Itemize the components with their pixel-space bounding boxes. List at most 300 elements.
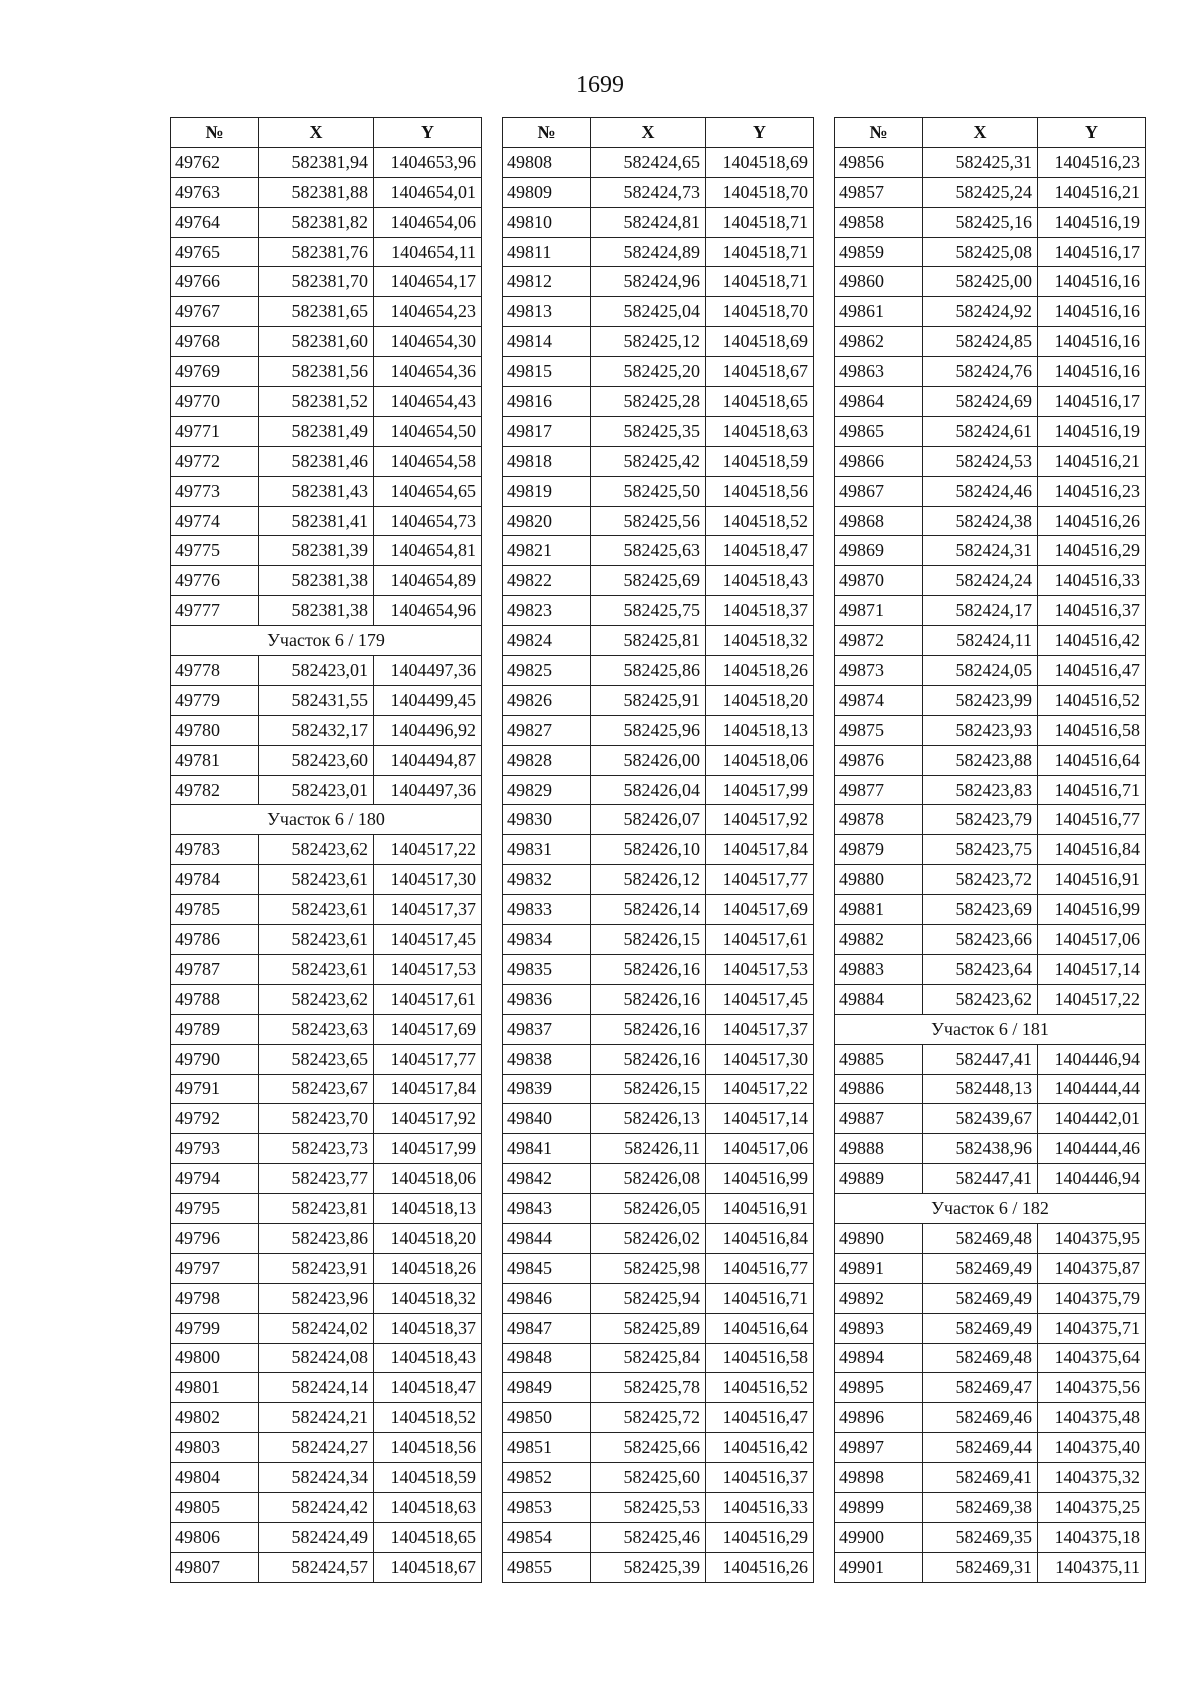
point-number: 49879 — [835, 835, 923, 865]
table-row — [503, 1403, 814, 1433]
point-number: 49888 — [835, 1134, 923, 1164]
x-coordinate: 582381,52 — [259, 387, 374, 417]
y-coordinate: 1404516,52 — [1038, 685, 1146, 715]
point-number: 49802 — [171, 1403, 259, 1433]
point-number: 49889 — [835, 1164, 923, 1194]
point-number: 49768 — [171, 327, 259, 357]
x-coordinate: 582426,10 — [591, 835, 706, 865]
point-number: 49810 — [503, 207, 591, 237]
point-number: 49859 — [835, 237, 923, 267]
x-coordinate: 582423,61 — [259, 895, 374, 925]
point-number: 49861 — [835, 297, 923, 327]
table-row — [171, 1044, 482, 1074]
x-coordinate: 582425,98 — [591, 1253, 706, 1283]
x-coordinate: 582423,96 — [259, 1283, 374, 1313]
y-coordinate: 1404518,65 — [374, 1522, 482, 1552]
point-number: 49809 — [503, 177, 591, 207]
point-number: 49862 — [835, 327, 923, 357]
y-coordinate: 1404517,99 — [374, 1134, 482, 1164]
x-coordinate: 582425,86 — [591, 656, 706, 686]
point-number: 49811 — [503, 237, 591, 267]
table-row — [503, 984, 814, 1014]
table-row — [503, 1433, 814, 1463]
table-row — [503, 1164, 814, 1194]
point-number: 49823 — [503, 596, 591, 626]
x-coordinate: 582423,73 — [259, 1134, 374, 1164]
x-coordinate: 582425,94 — [591, 1283, 706, 1313]
y-coordinate: 1404518,63 — [374, 1492, 482, 1522]
x-coordinate: 582469,48 — [923, 1223, 1038, 1253]
y-coordinate: 1404518,43 — [374, 1343, 482, 1373]
table-row — [835, 327, 1146, 357]
x-coordinate: 582423,61 — [259, 925, 374, 955]
point-number: 49828 — [503, 745, 591, 775]
y-coordinate: 1404497,36 — [374, 775, 482, 805]
table-row — [503, 895, 814, 925]
y-coordinate: 1404518,06 — [374, 1164, 482, 1194]
y-coordinate: 1404518,59 — [374, 1463, 482, 1493]
header-y: Y — [1038, 118, 1146, 148]
y-coordinate: 1404654,17 — [374, 267, 482, 297]
section-title: Участок 6 / 179 — [171, 626, 482, 656]
table-row — [171, 1223, 482, 1253]
table-row — [503, 267, 814, 297]
y-coordinate: 1404446,94 — [1038, 1044, 1146, 1074]
y-coordinate: 1404654,58 — [374, 446, 482, 476]
x-coordinate: 582425,66 — [591, 1433, 706, 1463]
x-coordinate: 582423,69 — [923, 895, 1038, 925]
y-coordinate: 1404516,84 — [706, 1223, 814, 1253]
y-coordinate: 1404518,37 — [706, 596, 814, 626]
y-coordinate: 1404654,50 — [374, 416, 482, 446]
table-row — [171, 357, 482, 387]
y-coordinate: 1404518,52 — [374, 1403, 482, 1433]
x-coordinate: 582424,46 — [923, 476, 1038, 506]
x-coordinate: 582447,41 — [923, 1164, 1038, 1194]
x-coordinate: 582448,13 — [923, 1074, 1038, 1104]
y-coordinate: 1404516,99 — [1038, 895, 1146, 925]
y-coordinate: 1404516,42 — [1038, 626, 1146, 656]
y-coordinate: 1404517,53 — [706, 954, 814, 984]
table-row — [835, 596, 1146, 626]
x-coordinate: 582425,96 — [591, 715, 706, 745]
y-coordinate: 1404517,84 — [706, 835, 814, 865]
point-number: 49774 — [171, 506, 259, 536]
table-row — [835, 1403, 1146, 1433]
point-number: 49887 — [835, 1104, 923, 1134]
table-row — [503, 536, 814, 566]
x-coordinate: 582426,05 — [591, 1194, 706, 1224]
y-coordinate: 1404654,43 — [374, 387, 482, 417]
table-row — [835, 1343, 1146, 1373]
table-row — [835, 147, 1146, 177]
y-coordinate: 1404516,71 — [706, 1283, 814, 1313]
x-coordinate: 582426,15 — [591, 925, 706, 955]
table-row — [835, 357, 1146, 387]
x-coordinate: 582425,89 — [591, 1313, 706, 1343]
x-coordinate: 582423,66 — [923, 925, 1038, 955]
point-number: 49790 — [171, 1044, 259, 1074]
y-coordinate: 1404516,58 — [706, 1343, 814, 1373]
x-coordinate: 582425,56 — [591, 506, 706, 536]
x-coordinate: 582423,61 — [259, 954, 374, 984]
table-row — [835, 1522, 1146, 1552]
y-coordinate: 1404516,29 — [706, 1522, 814, 1552]
point-number: 49858 — [835, 207, 923, 237]
x-coordinate: 582426,12 — [591, 865, 706, 895]
x-coordinate: 582425,42 — [591, 446, 706, 476]
table-row — [503, 865, 814, 895]
point-number: 49826 — [503, 685, 591, 715]
x-coordinate: 582423,77 — [259, 1164, 374, 1194]
y-coordinate: 1404518,69 — [706, 147, 814, 177]
table-row — [171, 1074, 482, 1104]
table-row — [503, 1522, 814, 1552]
point-number: 49876 — [835, 745, 923, 775]
table-row — [171, 1164, 482, 1194]
point-number: 49830 — [503, 805, 591, 835]
table-header-row — [503, 118, 814, 148]
x-coordinate: 582425,35 — [591, 416, 706, 446]
table-row — [503, 626, 814, 656]
table-row — [503, 1373, 814, 1403]
y-coordinate: 1404518,32 — [706, 626, 814, 656]
x-coordinate: 582424,14 — [259, 1373, 374, 1403]
table-row — [503, 1313, 814, 1343]
point-number: 49860 — [835, 267, 923, 297]
y-coordinate: 1404518,71 — [706, 267, 814, 297]
table-row — [171, 237, 482, 267]
x-coordinate: 582381,41 — [259, 506, 374, 536]
point-number: 49824 — [503, 626, 591, 656]
y-coordinate: 1404375,25 — [1038, 1492, 1146, 1522]
x-coordinate: 582426,16 — [591, 984, 706, 1014]
point-number: 49901 — [835, 1552, 923, 1582]
point-number: 49847 — [503, 1313, 591, 1343]
table-row — [835, 207, 1146, 237]
point-number: 49796 — [171, 1223, 259, 1253]
y-coordinate: 1404517,53 — [374, 954, 482, 984]
y-coordinate: 1404516,23 — [1038, 476, 1146, 506]
y-coordinate: 1404516,37 — [706, 1463, 814, 1493]
point-number: 49827 — [503, 715, 591, 745]
table-row — [503, 1492, 814, 1522]
x-coordinate: 582439,67 — [923, 1104, 1038, 1134]
point-number: 49894 — [835, 1343, 923, 1373]
x-coordinate: 582381,82 — [259, 207, 374, 237]
x-coordinate: 582425,81 — [591, 626, 706, 656]
x-coordinate: 582425,50 — [591, 476, 706, 506]
section-title: Участок 6 / 181 — [835, 1014, 1146, 1044]
x-coordinate: 582423,61 — [259, 865, 374, 895]
point-number: 49869 — [835, 536, 923, 566]
table-row — [835, 1074, 1146, 1104]
x-coordinate: 582425,24 — [923, 177, 1038, 207]
y-coordinate: 1404517,06 — [1038, 925, 1146, 955]
y-coordinate: 1404375,79 — [1038, 1283, 1146, 1313]
point-number: 49825 — [503, 656, 591, 686]
y-coordinate: 1404517,92 — [374, 1104, 482, 1134]
y-coordinate: 1404518,69 — [706, 327, 814, 357]
x-coordinate: 582423,70 — [259, 1104, 374, 1134]
table-row — [503, 1253, 814, 1283]
y-coordinate: 1404517,77 — [374, 1044, 482, 1074]
table-row — [835, 387, 1146, 417]
point-number: 49838 — [503, 1044, 591, 1074]
point-number: 49899 — [835, 1492, 923, 1522]
y-coordinate: 1404654,65 — [374, 476, 482, 506]
point-number: 49845 — [503, 1253, 591, 1283]
y-coordinate: 1404516,33 — [706, 1492, 814, 1522]
point-number: 49780 — [171, 715, 259, 745]
y-coordinate: 1404516,37 — [1038, 596, 1146, 626]
y-coordinate: 1404375,48 — [1038, 1403, 1146, 1433]
y-coordinate: 1404375,56 — [1038, 1373, 1146, 1403]
y-coordinate: 1404517,45 — [374, 925, 482, 955]
table-row — [835, 177, 1146, 207]
point-number: 49769 — [171, 357, 259, 387]
x-coordinate: 582423,63 — [259, 1014, 374, 1044]
y-coordinate: 1404516,91 — [706, 1194, 814, 1224]
table-row — [835, 835, 1146, 865]
y-coordinate: 1404654,11 — [374, 237, 482, 267]
x-coordinate: 582423,01 — [259, 775, 374, 805]
y-coordinate: 1404518,20 — [706, 685, 814, 715]
x-coordinate: 582425,53 — [591, 1492, 706, 1522]
point-number: 49820 — [503, 506, 591, 536]
y-coordinate: 1404517,22 — [706, 1074, 814, 1104]
y-coordinate: 1404653,96 — [374, 147, 482, 177]
point-number: 49882 — [835, 925, 923, 955]
header-y: Y — [706, 118, 814, 148]
point-number: 49783 — [171, 835, 259, 865]
x-coordinate: 582423,93 — [923, 715, 1038, 745]
table-row — [171, 1194, 482, 1224]
x-coordinate: 582423,81 — [259, 1194, 374, 1224]
point-number: 49789 — [171, 1014, 259, 1044]
point-number: 49868 — [835, 506, 923, 536]
point-number: 49800 — [171, 1343, 259, 1373]
table-row — [835, 685, 1146, 715]
table-row — [835, 1492, 1146, 1522]
y-coordinate: 1404517,14 — [706, 1104, 814, 1134]
point-number: 49839 — [503, 1074, 591, 1104]
table-row — [171, 387, 482, 417]
point-number: 49856 — [835, 147, 923, 177]
coordinates-table-3 — [834, 117, 1146, 1583]
x-coordinate: 582425,78 — [591, 1373, 706, 1403]
table-row — [503, 1044, 814, 1074]
x-coordinate: 582424,81 — [591, 207, 706, 237]
y-coordinate: 1404444,44 — [1038, 1074, 1146, 1104]
table-row — [171, 327, 482, 357]
x-coordinate: 582426,04 — [591, 775, 706, 805]
table-row — [171, 1373, 482, 1403]
point-number: 49890 — [835, 1223, 923, 1253]
table-row — [171, 715, 482, 745]
y-coordinate: 1404442,01 — [1038, 1104, 1146, 1134]
y-coordinate: 1404516,26 — [706, 1552, 814, 1582]
y-coordinate: 1404654,73 — [374, 506, 482, 536]
table-row — [171, 207, 482, 237]
y-coordinate: 1404375,11 — [1038, 1552, 1146, 1582]
y-coordinate: 1404654,89 — [374, 566, 482, 596]
y-coordinate: 1404654,96 — [374, 596, 482, 626]
x-coordinate: 582432,17 — [259, 715, 374, 745]
y-coordinate: 1404375,64 — [1038, 1343, 1146, 1373]
point-number: 49797 — [171, 1253, 259, 1283]
point-number: 49900 — [835, 1522, 923, 1552]
x-coordinate: 582381,76 — [259, 237, 374, 267]
table-row — [503, 1463, 814, 1493]
point-number: 49793 — [171, 1134, 259, 1164]
y-coordinate: 1404517,30 — [706, 1044, 814, 1074]
x-coordinate: 582423,88 — [923, 745, 1038, 775]
x-coordinate: 582469,31 — [923, 1552, 1038, 1582]
header-x: X — [259, 118, 374, 148]
point-number: 49833 — [503, 895, 591, 925]
x-coordinate: 582425,60 — [591, 1463, 706, 1493]
table-row — [171, 1104, 482, 1134]
y-coordinate: 1404518,65 — [706, 387, 814, 417]
x-coordinate: 582469,49 — [923, 1253, 1038, 1283]
x-coordinate: 582381,46 — [259, 446, 374, 476]
table-row — [171, 925, 482, 955]
table-row — [503, 715, 814, 745]
table-row — [503, 387, 814, 417]
y-coordinate: 1404518,56 — [706, 476, 814, 506]
table-row — [171, 1433, 482, 1463]
point-number: 49848 — [503, 1343, 591, 1373]
point-number: 49873 — [835, 656, 923, 686]
point-number: 49816 — [503, 387, 591, 417]
y-coordinate: 1404494,87 — [374, 745, 482, 775]
table-row — [835, 1104, 1146, 1134]
x-coordinate: 582438,96 — [923, 1134, 1038, 1164]
y-coordinate: 1404375,32 — [1038, 1463, 1146, 1493]
y-coordinate: 1404517,99 — [706, 775, 814, 805]
point-number: 49807 — [171, 1552, 259, 1582]
y-coordinate: 1404516,19 — [1038, 207, 1146, 237]
header-number: № — [171, 118, 259, 148]
point-number: 49791 — [171, 1074, 259, 1104]
y-coordinate: 1404517,77 — [706, 865, 814, 895]
point-number: 49773 — [171, 476, 259, 506]
y-coordinate: 1404516,19 — [1038, 416, 1146, 446]
x-coordinate: 582469,49 — [923, 1283, 1038, 1313]
x-coordinate: 582424,57 — [259, 1552, 374, 1582]
table-row — [835, 984, 1146, 1014]
point-number: 49836 — [503, 984, 591, 1014]
table-row — [171, 656, 482, 686]
point-number: 49788 — [171, 984, 259, 1014]
point-number: 49763 — [171, 177, 259, 207]
table-row — [503, 207, 814, 237]
table-row — [835, 1463, 1146, 1493]
x-coordinate: 582469,41 — [923, 1463, 1038, 1493]
y-coordinate: 1404518,13 — [374, 1194, 482, 1224]
x-coordinate: 582425,72 — [591, 1403, 706, 1433]
x-coordinate: 582425,46 — [591, 1522, 706, 1552]
point-number: 49854 — [503, 1522, 591, 1552]
y-coordinate: 1404446,94 — [1038, 1164, 1146, 1194]
x-coordinate: 582425,12 — [591, 327, 706, 357]
y-coordinate: 1404518,32 — [374, 1283, 482, 1313]
table-row — [171, 1343, 482, 1373]
table-row — [503, 506, 814, 536]
point-number: 49829 — [503, 775, 591, 805]
x-coordinate: 582469,46 — [923, 1403, 1038, 1433]
y-coordinate: 1404516,47 — [706, 1403, 814, 1433]
point-number: 49765 — [171, 237, 259, 267]
point-number: 49794 — [171, 1164, 259, 1194]
table-row — [171, 446, 482, 476]
x-coordinate: 582425,75 — [591, 596, 706, 626]
x-coordinate: 582447,41 — [923, 1044, 1038, 1074]
y-coordinate: 1404518,20 — [374, 1223, 482, 1253]
header-x: X — [591, 118, 706, 148]
y-coordinate: 1404518,70 — [706, 297, 814, 327]
table-row — [171, 685, 482, 715]
point-number: 49764 — [171, 207, 259, 237]
point-number: 49808 — [503, 147, 591, 177]
table-row — [503, 656, 814, 686]
x-coordinate: 582425,28 — [591, 387, 706, 417]
point-number: 49803 — [171, 1433, 259, 1463]
table-row — [503, 805, 814, 835]
x-coordinate: 582431,55 — [259, 685, 374, 715]
table-row — [503, 177, 814, 207]
table-row — [503, 327, 814, 357]
x-coordinate: 582424,08 — [259, 1343, 374, 1373]
x-coordinate: 582425,20 — [591, 357, 706, 387]
y-coordinate: 1404516,77 — [1038, 805, 1146, 835]
point-number: 49812 — [503, 267, 591, 297]
y-coordinate: 1404444,46 — [1038, 1134, 1146, 1164]
point-number: 49813 — [503, 297, 591, 327]
table-row — [503, 297, 814, 327]
y-coordinate: 1404518,67 — [374, 1552, 482, 1582]
table-row — [171, 1522, 482, 1552]
x-coordinate: 582424,31 — [923, 536, 1038, 566]
x-coordinate: 582424,38 — [923, 506, 1038, 536]
table-row — [835, 775, 1146, 805]
y-coordinate: 1404496,92 — [374, 715, 482, 745]
y-coordinate: 1404375,18 — [1038, 1522, 1146, 1552]
point-number: 49779 — [171, 685, 259, 715]
y-coordinate: 1404654,23 — [374, 297, 482, 327]
x-coordinate: 582424,11 — [923, 626, 1038, 656]
x-coordinate: 582425,91 — [591, 685, 706, 715]
point-number: 49875 — [835, 715, 923, 745]
x-coordinate: 582424,61 — [923, 416, 1038, 446]
point-number: 49863 — [835, 357, 923, 387]
y-coordinate: 1404517,45 — [706, 984, 814, 1014]
y-coordinate: 1404518,43 — [706, 566, 814, 596]
table-row — [835, 1283, 1146, 1313]
point-number: 49866 — [835, 446, 923, 476]
point-number: 49871 — [835, 596, 923, 626]
x-coordinate: 582469,44 — [923, 1433, 1038, 1463]
section-title: Участок 6 / 182 — [835, 1194, 1146, 1224]
table-row — [171, 984, 482, 1014]
point-number: 49817 — [503, 416, 591, 446]
section-row — [835, 1014, 1146, 1044]
point-number: 49795 — [171, 1194, 259, 1224]
table-row — [503, 147, 814, 177]
point-number: 49767 — [171, 297, 259, 327]
point-number: 49775 — [171, 536, 259, 566]
